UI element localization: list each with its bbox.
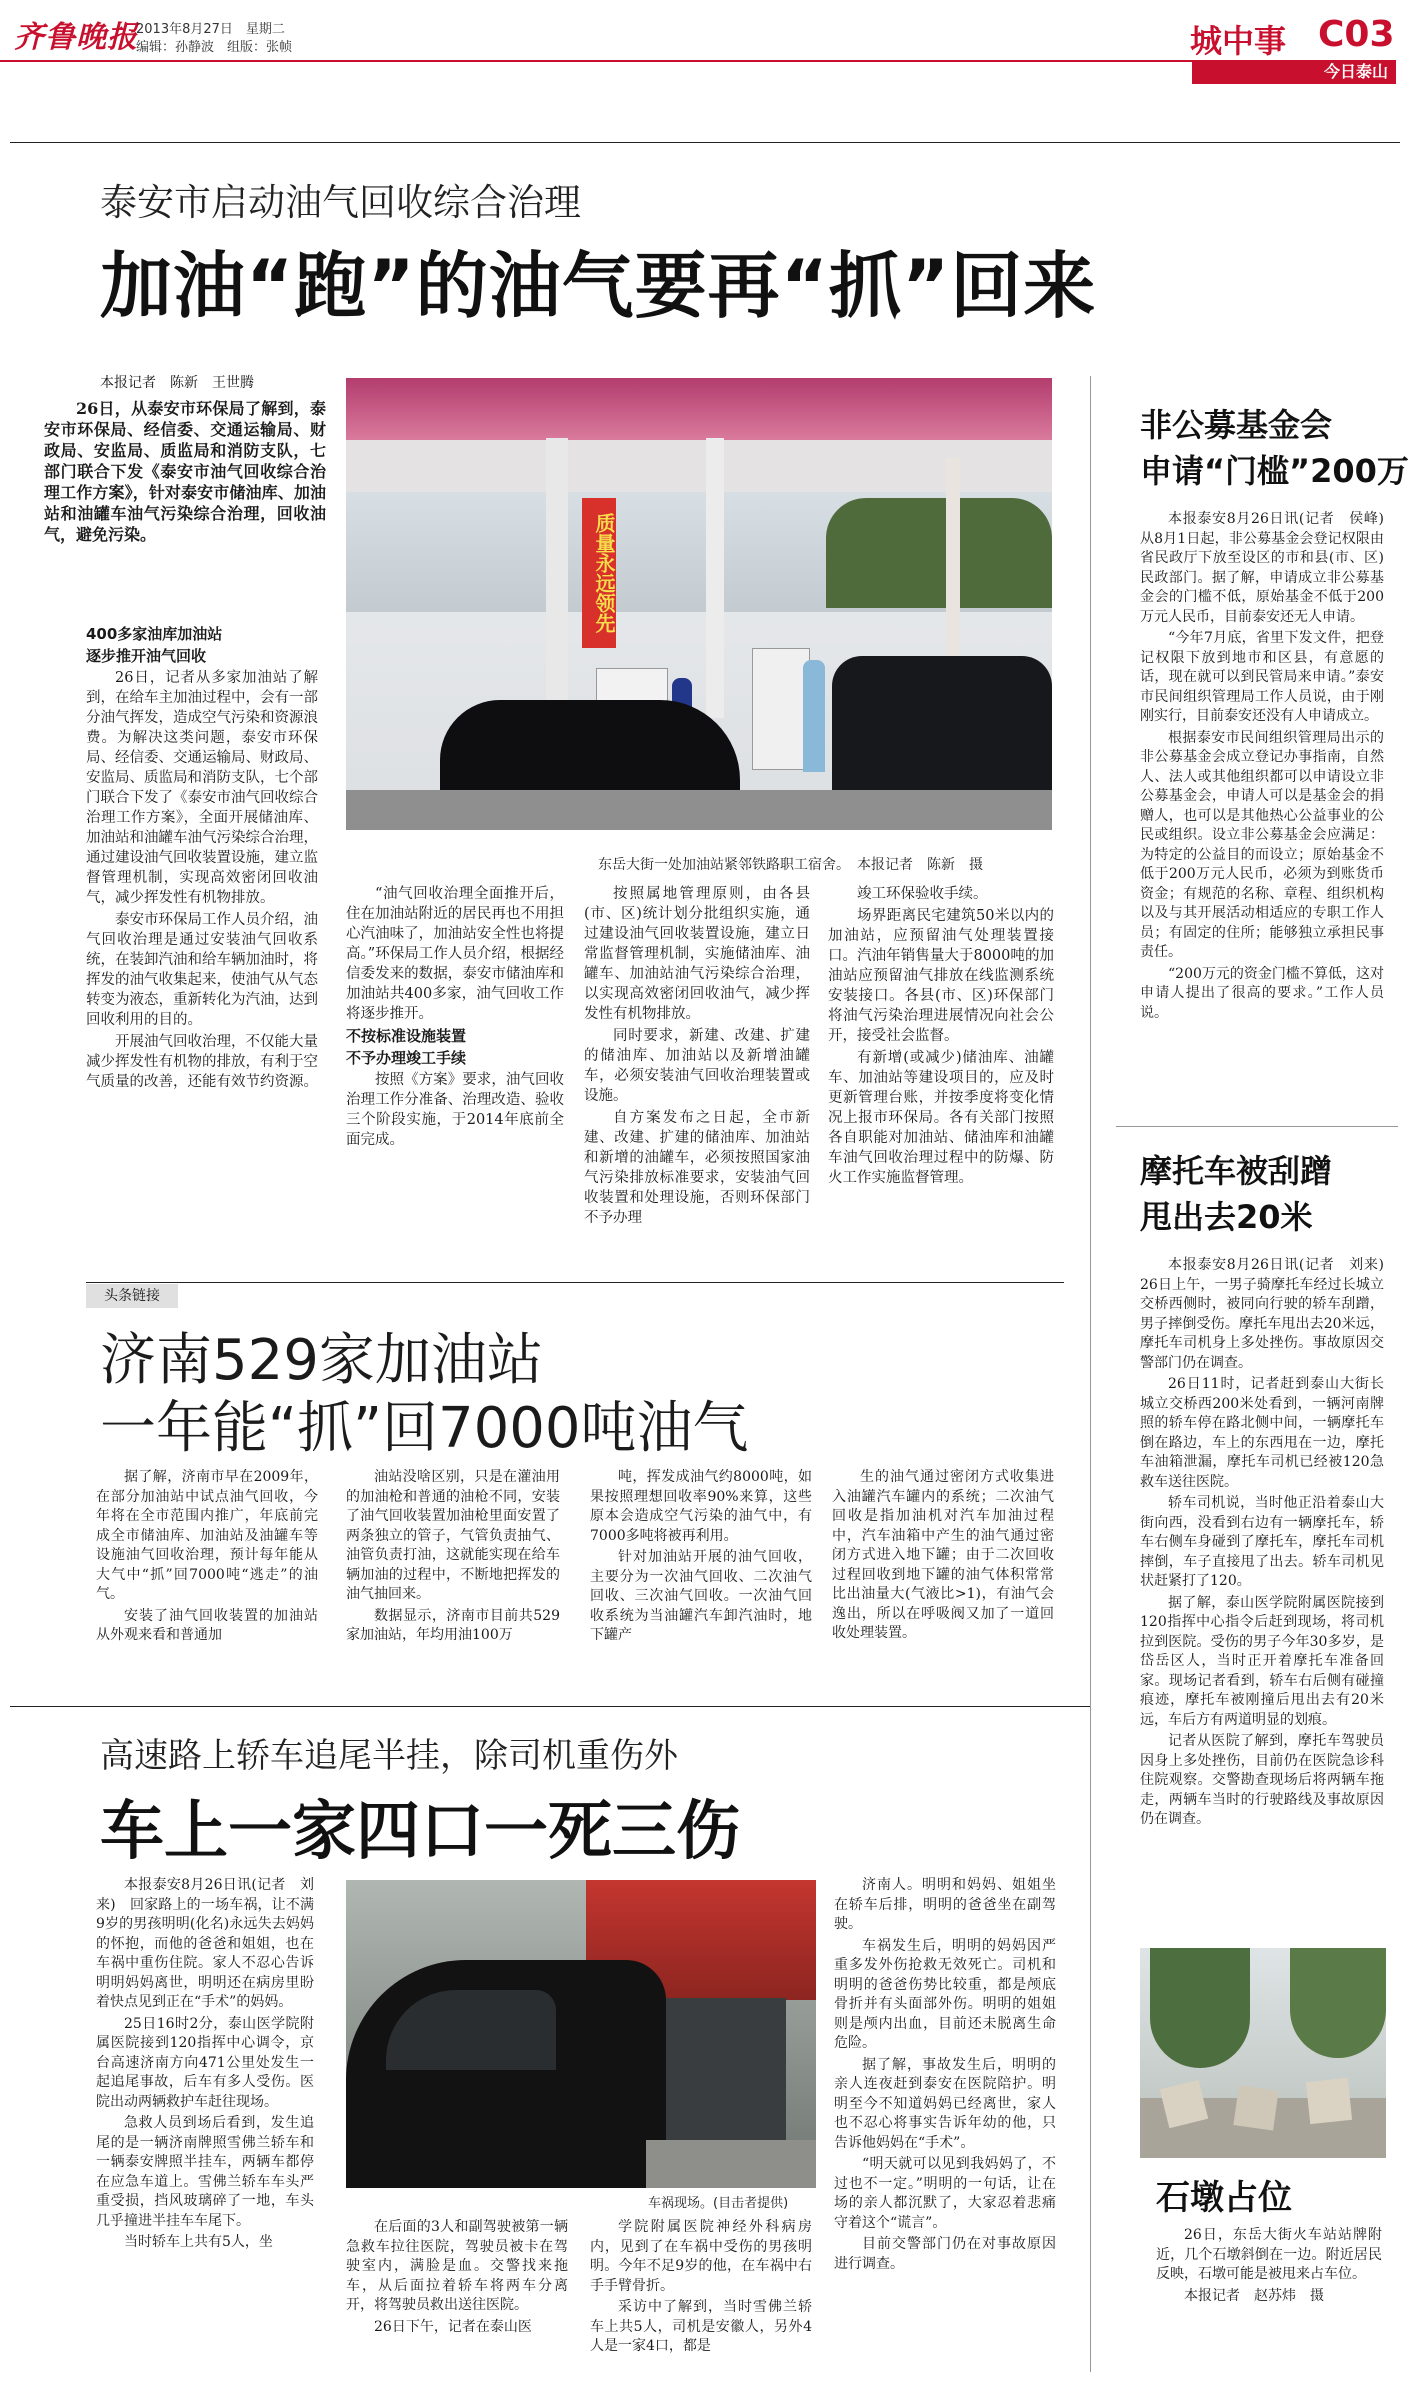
lead-column-2 — [346, 884, 564, 1152]
page-number: C03 — [1318, 14, 1395, 55]
lead-photo-caption: 东岳大街一处加油站紧邻铁路职工宿舍。 本报记者 陈新 摄 — [598, 857, 983, 873]
crash-col4-p2: 车祸发生后，明明的妈妈因严重多发外伤抢救无效死亡。司机和明明的爸爸伤势比较重，都是颅底骨折并有头面部外伤。明明的姐姐则是颅内出血，目前还未脱离生命危险。 — [834, 1937, 1056, 2051]
crash-col4-p5: 目前交警部门仍在对事故原因进行调查。 — [834, 2236, 1056, 2272]
edition-badge: 今日泰山 — [1192, 60, 1396, 84]
side1-p1: 本报泰安8月26日讯(记者 侯峰) 从8月1日起，非公募基金会登记权限由省民政厅下放至设区的市和县(市、区)民政部门。据了解，申请成立非公募基金会的门槛不低，原始基金不低于200万元人民币，目前泰安还无人申请。 — [1140, 511, 1398, 625]
link-column-4 — [832, 1468, 1054, 1646]
side2-p4: 据了解，泰山医学院附属医院接到120指挥中心指令后赶到现场，将司机拉到医院。受伤的男子今年30多岁，是岱岳区人，当时正开着摩托车准备回家。现场记者看到，轿车右后侧有碰撞痕迹，摩托车被刚撞后甩出去有20米远，车后方有两道明显的划痕。 — [1140, 1594, 1384, 1728]
canopy — [346, 378, 1052, 440]
side1-headline-1: 非公募基金会 — [1140, 406, 1333, 444]
lead-col1-p2: 泰安市环保局工作人员介绍，油气回收治理是通过安装油气回收系统，在装卸汽油和给车辆加油时，将挥发的油气收集起来，使油气从气态转变为液态，重新转化为汽油，达到回收利用的目的。 — [86, 912, 318, 1028]
crash-col1-p4: 当时轿车上共有5人，坐 — [124, 2234, 273, 2250]
side2-divider — [1116, 1126, 1398, 1127]
lead-col3-p1: 按照属地管理原则，由各县(市、区)统计划分批组织实施，通过建设油气回收装置设施，建立日常监督管理机制，实施储油库、油罐车、加油站油气污染综合治理，以实现高效密闭回收油气，减少挥发性有机物排放。 — [584, 886, 810, 1022]
lead-column-1 — [86, 624, 318, 1094]
lead-col2-p1: “油气回收治理全面推开后，住在加油站附近的居民再也不用担心汽油味了，加油站安全性也将提高。”环保局工作人员介绍，根据经信委发来的数据，泰安市储油库和加油站共400多家，油气回收工作将逐步推开。 — [346, 886, 564, 1022]
link-column-2 — [346, 1468, 560, 1648]
side3-body — [1156, 2226, 1382, 2308]
road — [646, 2140, 816, 2188]
pillar — [706, 438, 724, 718]
subhead-4: 不予办理竣工手续 — [346, 1049, 467, 1067]
crash-col3-p2: 采访中了解到，当时雪佛兰轿车上共5人，司机是安徽人，另外4人是一家4口，都是 — [590, 2299, 812, 2354]
link-col2-p1: 油站没啥区别，只是在灌油用的加油枪和普通的油枪不同，安装了油气回收装置加油枪里面安置了两条独立的管子，气管负责抽气、油管负责打油，这就能实现在给车辆加油的过程中，不断地把挥发的油气抽回来。 — [346, 1469, 560, 1602]
crash-col1-p2: 25日16时2分，泰山医学院附属医院接到120指挥中心调令，京台高速济南方向471公里处发生一起追尾事故，后车有多人受伤。医院出动两辆救护车赶往现场。 — [96, 2015, 314, 2110]
crash-photo — [346, 1880, 816, 2188]
side3-headline: 石墩占位 — [1156, 2178, 1292, 2218]
banner-sign — [582, 498, 616, 648]
crash-col1-p3: 急救人员到场后看到，发生追尾的是一辆济南牌照雪佛兰轿车和一辆泰安牌照半挂车，两辆车都停在应急车道上。雪佛兰轿车车头严重受损，挡风玻璃碎了一地，车头几乎撞进半挂车车尾下。 — [96, 2115, 314, 2229]
link-col4-p1: 生的油气通过密闭方式收集进入油罐汽车罐内的系统；二次油气回收是指加油机对汽车加油过程中，汽车油箱中产生的油气通过密闭方式进入地下罐；由于二次回收过程回收到地下罐的油气体积常常比出油量大(气液比>1)，有油气会逸出，所以在呼吸阀又加了一道回收处理装置。 — [832, 1469, 1054, 1641]
crash-headline: 车上一家四口一死三伤 — [100, 1795, 740, 1869]
link-headline-2: 一年能“抓”回7000吨油气 — [100, 1396, 749, 1461]
lead-col3-p2: 同时要求，新建、改建、扩建的储油库、加油站以及新增油罐车，必须安装油气回收治理装置或设施。 — [584, 1028, 810, 1104]
lead-col4-p3: 有新增(或减少)储油库、油罐车、加油站等建设项目的，应及时更新管理台账，并按季度将变化情况上报市环保局。各有关部门按照各自职能对加油站、储油库和油罐车油气回收治理过程中的防爆、防火工作实施监督管理。 — [828, 1050, 1054, 1186]
stone-pier — [1306, 2078, 1352, 2124]
lead-col1-p3: 开展油气回收治理，不仅能大量减少挥发性有机物的排放，有利于空气质量的改善，还能有效节约资源。 — [86, 1034, 318, 1090]
dark-sedan — [832, 656, 1052, 806]
lead-col4-p1: 竣工环保验收手续。 — [857, 886, 988, 902]
crash-photo-caption: 车祸现场。(目击者提供) — [648, 2196, 789, 2211]
link-col3-p1: 吨，挥发成油气约8000吨，如果按照理想回收率90%来算，这些原本会造成空气污染的油气中，有7000多吨将被再利用。 — [590, 1469, 812, 1544]
link-divider — [86, 1282, 1064, 1283]
lead-summary-text: 26日，从泰安市环保局了解到，泰安市环保局、经信委、交通运输局、财政局、安监局、质监局和消防支队，七部门联合下发《泰安市油气回收综合治理工作方案》，针对泰安市储油库、加油站和油罐车油气污染综合治理，回收油气，避免污染。 — [44, 399, 326, 544]
tree — [1150, 1948, 1250, 2068]
side1-p2: “今年7月底，省里下发文件，把登记权限下放到地市和区县，有意愿的话，现在就可以到民管局来申请。”泰安市民间组织管理局工作人员说，由于刚刚实行，目前泰安还没有人申请成立。 — [1140, 630, 1384, 724]
pump — [752, 648, 810, 770]
link-col1-p1: 据了解，济南市早在2009年，在部分加油站中试点油气回收，今年将在全市范围内推广，年底前完成全市储油库、加油站及油罐车等设施油气回收治理，预计每年能从大气中“抓”回7000吨“逃走”的油气。 — [96, 1469, 318, 1602]
crash-column-4 — [834, 1876, 1056, 2276]
side2-body — [1140, 1256, 1398, 1832]
lead-col2-p2: 按照《方案》要求，油气回收治理工作分准备、治理改造、验收三个阶段实施，于2014年底前全面完成。 — [346, 1072, 564, 1148]
lead-byline: 本报记者 陈新 王世腾 — [100, 375, 254, 391]
stone-pier — [1233, 2085, 1278, 2130]
lead-col3-p3: 自方案发布之日起，全市新建、改建、扩建的储油库、加油站和新增的油罐车，必须按照国家油气污染排放标准要求，安装油气回收装置和处理设施，否则环保部门不予办理 — [584, 1110, 810, 1226]
banner-sign-text: 质量永远领先 — [592, 513, 616, 633]
lead-summary — [44, 398, 326, 547]
bystander — [803, 660, 825, 772]
link-column-3 — [590, 1468, 812, 1648]
trees — [826, 498, 1052, 608]
newspaper-logo: 齐鲁晚报 — [14, 20, 138, 55]
pillar — [546, 438, 568, 738]
lead-col1-p1: 26日，记者从多家加油站了解到，在给车主加油过程中，会有一部分油气挥发，造成空气污染和资源浪费。为解决这类问题，泰安市环保局、经信委、交通运输局、财政局、安监局、质监局和消防支队，七个部门联合下发了《泰安市油气回收综合治理工作方案》，全面开展储油库、加油站和油罐车油气污染综合治理，通过建设油气回收装置设施，建立监督管理机制，实现高效密闭回收油气，减少挥发性有机物排放。 — [86, 670, 318, 906]
link-tag: 头条链接 — [86, 1284, 178, 1308]
side1-body — [1140, 510, 1398, 1025]
lead-col4-p2: 场界距离民宅建筑50米以内的加油站，应预留油气处理装置接口。汽油年销售量大于8000吨的加油站应预留油气排放在线监测系统安装接口。各县(市、区)环保部门将油气污染治理进展情况向社会公开，接受社会监督。 — [828, 908, 1054, 1044]
sidebar-divider — [1090, 376, 1091, 2372]
crash-divider — [10, 1706, 1090, 1707]
stone-pier-photo — [1140, 1948, 1386, 2158]
subhead-3: 不按标准设施装置 — [346, 1027, 467, 1045]
crash-col2-p1: 在后面的3人和副驾驶被第一辆急救车拉往医院，驾驶员被卡在驾驶室内，满脸是血。交警找来拖车，从后面拉着轿车将两车分离开，将驾驶员救出送往医院。 — [346, 2219, 568, 2313]
crash-col4-p3: 据了解，事故发生后，明明的亲人连夜赶到泰安在医院陪护。明明至今不知道妈妈已经离世，家人也不忍心将事实告诉年幼的他，只告诉他妈妈在“手术”。 — [834, 2056, 1056, 2151]
side3-byline: 本报记者 赵苏炜 摄 — [1184, 2287, 1324, 2304]
side2-p3: 轿车司机说，当时他正沿着泰山大街向西，没看到右边有一辆摩托车，轿车右侧车身碰到了摩托车，摩托车司机摔倒，车子直接甩了出去。轿车司机见状赶紧打了120。 — [1140, 1495, 1384, 1589]
side2-headline-1: 摩托车被刮蹭 — [1140, 1152, 1333, 1190]
section-title: 城中事 — [1190, 22, 1287, 60]
side2-p5: 记者从医院了解到，摩托车驾驶员因身上多处挫伤，目前仍在医院急诊科住院观察。交警勘查现场后将两辆车拖走，两辆车当时的行驶路线及事故原因仍在调查。 — [1140, 1733, 1384, 1827]
side2-p2: 26日11时，记者赶到泰山大街长城立交桥西200米处看到，一辆河南牌照的轿车停在路北侧中间，一辆摩托车倒在路边，车上的东西甩在一边，摩托车油箱泄漏，摩托车司机已经被120急救车送往医院。 — [1140, 1376, 1384, 1490]
crash-col4-p1: 济南人。明明和妈妈、姐姐坐在轿车后排，明明的爸爸坐在副驾驶。 — [834, 1877, 1056, 1932]
side2-headline-2: 甩出去20米 — [1140, 1198, 1313, 1236]
ground — [346, 790, 1052, 830]
crash-column-3 — [590, 2218, 812, 2359]
subhead-2: 逐步推开油气回收 — [86, 647, 207, 665]
crash-column-1 — [96, 1876, 314, 2255]
side3-p1: 26日，东岳大街火车站站牌附近，几个石墩斜倒在一边。附近居民反映，石墩可能是被甩来占车位。 — [1156, 2227, 1382, 2282]
side2-p1: 本报泰安8月26日讯(记者 刘来) 26日上午，一男子骑摩托车经过长城立交桥西侧时，被同向行驶的轿车刮蹭，男子摔倒受伤。摩托车甩出去20米远，摩托车司机身上多处挫伤。事故原因交警部门仍在调查。 — [1140, 1257, 1398, 1371]
side1-p4: “200万元的资金门槛不算低，这对申请人提出了很高的要求。”工作人员说。 — [1140, 965, 1384, 1021]
gas-station-photo — [346, 378, 1052, 830]
lead-headline: 加油“跑”的油气要再“抓”回来 — [100, 244, 1097, 328]
crash-col4-p4: “明天就可以见到我妈妈了，不过也不一定。”明明的一句话，让在场的亲人都沉默了，大家忍着悲痛守着这个“谎言”。 — [834, 2156, 1056, 2231]
link-column-1 — [96, 1468, 318, 1648]
crash-column-2 — [346, 2218, 568, 2339]
tree — [1290, 1948, 1386, 2058]
link-col3-p2: 针对加油站开展的油气回收，主要分为一次油气回收、二次油气回收、三次油气回收。一次油气回收系统为当油罐汽车卸汽油时，地下罐产 — [590, 1549, 812, 1643]
lead-column-3 — [584, 884, 810, 1230]
masthead-rule — [0, 60, 1192, 62]
link-col2-p2: 数据显示，济南市目前共529家加油站，年均用油100万 — [346, 1607, 560, 1643]
crash-col2-p2: 26日下午，记者在泰山医 — [374, 2318, 532, 2335]
subhead-1: 400多家油库加油站 — [86, 625, 223, 643]
link-col1-p2: 安装了油气回收装置的加油站从外观来看和普通加 — [96, 1607, 318, 1643]
side1-headline-2: 申请“门槛”200万 — [1140, 452, 1409, 490]
lead-column-4 — [828, 884, 1054, 1190]
date-line: 2013年8月27日 星期二 — [136, 22, 285, 37]
crash-col3-p1: 学院附属医院神经外科病房内，见到了在车祸中受伤的男孩明明。今年不足9岁的他，在车祸中右手手臂骨折。 — [590, 2219, 812, 2294]
editor-line: 编辑：孙静波 组版：张帧 — [136, 40, 293, 55]
section-divider — [10, 142, 1400, 143]
link-headline-1: 济南529家加油站 — [100, 1328, 543, 1393]
side1-p3: 根据泰安市民间组织管理局出示的非公募基金会成立登记办事指南，自然人、法人或其他组织都可以申请设立非公募基金会，申请人可以是基金会的捐赠人，也可以是其他热心公益事业的公民或组织。设立非公募基金会应满足：为特定的公益目的而设立；原始基金不低于200万元人民币，必须为到账货币资金；有规范的名称、章程、组织机构以及与其开展活动相适应的专职工作人员；有固定的住所；能够独立承担民事责任。 — [1140, 729, 1384, 960]
lead-kicker: 泰安市启动油气回收综合治理 — [100, 181, 581, 224]
crash-kicker: 高速路上轿车追尾半挂，除司机重伤外 — [100, 1736, 678, 1776]
crash-col1-p1: 本报泰安8月26日讯(记者 刘来) 回家路上的一场车祸，让不满9岁的男孩明明(化名)永远失去妈妈的怀抱，而他的爸爸和姐姐，也在车祸中重伤住院。家人不忍心告诉明明妈妈离世，明明还在病房里盼着快点见到正在“手术”的妈妈。 — [96, 1877, 314, 2010]
